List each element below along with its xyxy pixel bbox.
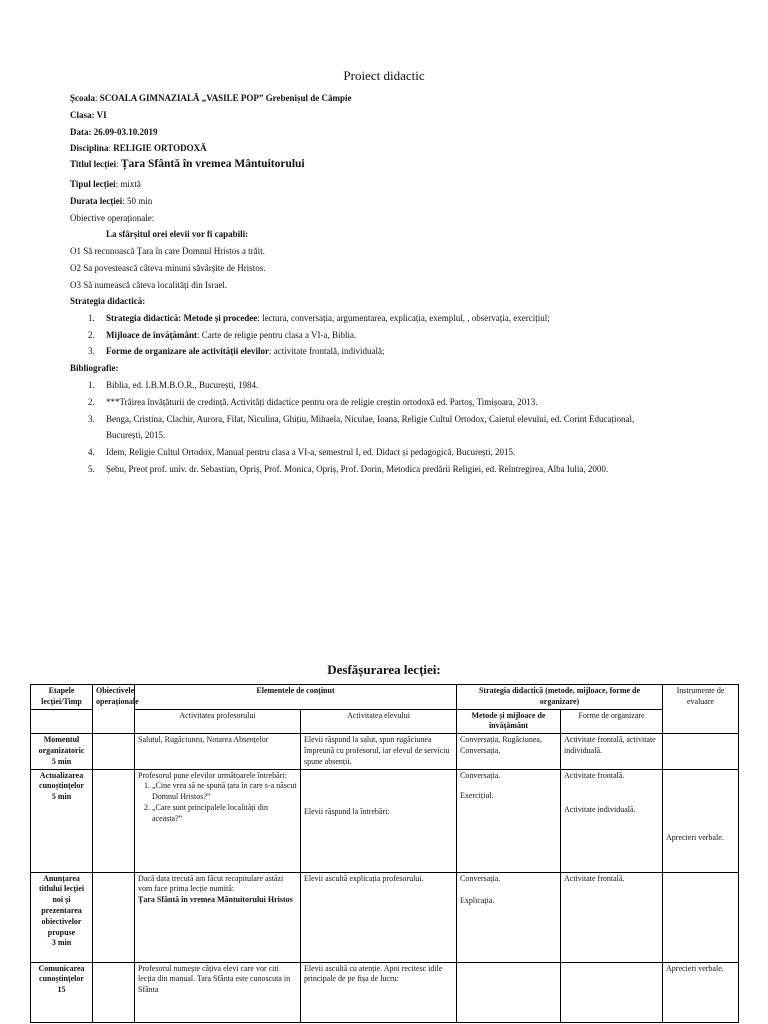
date-value: 26.09-03.10.2019 (93, 127, 158, 137)
header-stages: Etapele lecției/Timp (31, 685, 93, 710)
school-name: SCOALA GIMNAZIALĂ „VASILE POP” Grebenișul de Câmpie (99, 93, 352, 103)
bibliography-item: 5. Șebu, Preot prof. univ. dr. Sebastian, Opriș, Prof. Monica, Opriș, Prof. Dorin, Metodica predării Religiei, ed. Reîntregirea, Alba Iulia, 2000. (88, 464, 609, 474)
teacher-activity-cell: Salutul, Rugăciunea, Notarea Absențelor (135, 734, 301, 769)
strategy-item: 2. Mijloace de învățământ: Carte de religie pentru clasa a VI-a, Biblia. (88, 330, 357, 340)
stage-cell: Comunicarea cunoștințelor 15 (31, 962, 93, 1022)
methods-cell (457, 962, 561, 1022)
forms-cell (561, 962, 663, 1022)
teacher-activity-cell: Profesorul pune elevilor următoarele întrebări: 1. „Cine vrea să ne spună țara în care s-a născut Domnul Hristos?” 2. „Care sunt principalele localități din aceasta?” (135, 769, 301, 872)
bibliography-heading: Bibliografie: (70, 363, 119, 373)
strategy-item: 1. Strategia didactică: Metode și procedee: lectura, conversația, argumentarea, explicația, exemplul, , observația, exercițiul; (88, 313, 550, 323)
question-item: 2. „Care sunt principalele localități din aceasta?” (152, 803, 297, 825)
header-student-activity: Activitatea elevului (301, 709, 457, 734)
duration-line: Durata lecției: 50 min (70, 196, 153, 206)
date-line: Data: 26.09-03.10.2019 (70, 127, 158, 137)
lesson-plan-title: Desfășurarea lecției: (327, 662, 441, 677)
methods-cell: Conversația. Explicația. (457, 872, 561, 962)
evaluation-cell: Aprecieri verbale. (663, 769, 739, 872)
lesson-type-line: Tipul lecției: mixtă (70, 179, 141, 189)
table-row (31, 872, 739, 962)
header-strategy: Strategia didactică (metode, mijloace, forme de organizare) (457, 685, 663, 710)
objective-item: O1 Să recunoască Țara în care Domnul Hristos a trăit. (70, 246, 265, 256)
bibliography-item: 1. Biblia, ed. I.B.M.B.O.R., București, 1984. (88, 380, 259, 390)
header-forms: Forme de organizare (561, 709, 663, 734)
document-title: Proiect didactic (343, 68, 425, 83)
class-value: VI (96, 110, 107, 120)
objectives-intro: La sfârșitul orei elevii vor fi capabili: (106, 229, 249, 239)
question-item: 1. „Cine vrea să ne spună țara în care s-a născut Domnul Hristos?” (152, 781, 297, 803)
discipline-line: Disciplina: RELIGIE ORTODOXĂ (70, 143, 207, 153)
student-activity-cell: Elevii răspund la întrebări: (301, 769, 457, 872)
header-objectives: Obiectivele operaționale (93, 685, 135, 734)
stage-cell: Momentul organizatoric 5 min (31, 734, 93, 769)
lesson-title-value: Țara Sfântă în vremea Mântuitorului (120, 158, 305, 170)
class-line: Clasa: VI (70, 110, 107, 120)
methods-cell: Conversația. Exercițiul. (457, 769, 561, 872)
objective-cell (93, 769, 135, 872)
objective-item: O3 Să numească câteva localități din Israel. (70, 280, 228, 290)
header-content: Elementele de conținut (135, 685, 457, 710)
forms-cell: Activitate frontală. Activitate individuală. (561, 769, 663, 872)
evaluation-cell: Aprecieri verbale. (663, 962, 739, 1022)
objective-cell (93, 734, 135, 769)
strategy-heading: Strategia didactică: (70, 296, 146, 306)
objective-item: O2 Sa povestească câteva minuni săvârșite de Hristos. (70, 263, 266, 273)
discipline-value: RELIGIE ORTODOXĂ (113, 143, 207, 153)
bibliography-item-continued: București, 2015. (106, 430, 166, 440)
table-row (31, 962, 739, 1022)
duration-value: 50 min (127, 196, 153, 206)
table-header-row (31, 685, 739, 710)
objective-cell (93, 872, 135, 962)
strategy-item: 3. Forme de organizare ale activității elevilor: activitate frontală, individuală; (88, 346, 385, 356)
evaluation-cell (663, 872, 739, 962)
stage-cell: Actualizarea cunoștințelor 5 min (31, 769, 93, 872)
header-teacher-activity: Activitatea profesorului (135, 709, 301, 734)
lesson-title-line: Titlul lecției: Țara Sfântă în vremea Mântuitorului (70, 158, 305, 170)
stage-cell: Anunțarea titlului lecției noi și prezentarea obiectivelor propuse 3 min (31, 872, 93, 962)
student-activity-cell: Elevii ascultă cu atenție. Apoi recitesc idile principale de pe fișa de lucru: (301, 962, 457, 1022)
header-methods: Metode și mijloace de învățământ (457, 709, 561, 734)
evaluation-cell (663, 734, 739, 769)
forms-cell: Activitate frontală. (561, 872, 663, 962)
bibliography-item: 2. ***Trăirea învățăturii de credință. Activități didactice pentru ora de religie creștin ortodoxă ed. Partoș, Timișoara, 2013. (88, 397, 538, 407)
bibliography-item: 3. Benga, Cristina, Clachir, Aurora, Filat, Niculina, Ghițiu, Mihaela, Niculae, Ioana, Religie Cultul Ortodox, Caietul elevului, ed. Corint Educațional, (88, 414, 635, 424)
teacher-activity-cell: Dacă data trecută am făcut recapitulare astăzi vom face prima lecție numită: Țara Sfântă în vremea Mântuitorului Hristos (135, 872, 301, 962)
header-evaluation: Instrumente de evaluare (663, 685, 739, 734)
school-line: Școala: SCOALA GIMNAZIALĂ „VASILE POP” Grebenișul de Câmpie (70, 93, 352, 103)
objectives-heading: Obiective operaționale: (70, 213, 155, 223)
objective-cell (93, 962, 135, 1022)
table-row (31, 769, 739, 872)
table-row (31, 734, 739, 769)
forms-cell: Activitate frontală, activitate individuală. (561, 734, 663, 769)
bibliography-item: 4. Idem, Religie Cultul Ortodox, Manual pentru clasa a VI-a, semestrul I, ed. Didact și pedagogică, București, 2015. (88, 447, 516, 457)
student-activity-cell: Elevii ascultă explicația profesorului. (301, 872, 457, 962)
student-activity-cell: Elevii răspund la salut, spun rugăciunea împreună cu profesorul, iar elevul de serviciu spune absenții. (301, 734, 457, 769)
header-stages-empty (31, 709, 93, 734)
methods-cell: Conversația, Rugăciunea, Conversația, (457, 734, 561, 769)
lesson-table (30, 684, 739, 1023)
teacher-activity-cell: Profesorul numește câțiva elevi care vor citi lecția din manual. Tara Sfânta este cunoscuta in Sfânta (135, 962, 301, 1022)
lesson-type-value: mixtă (120, 179, 141, 189)
